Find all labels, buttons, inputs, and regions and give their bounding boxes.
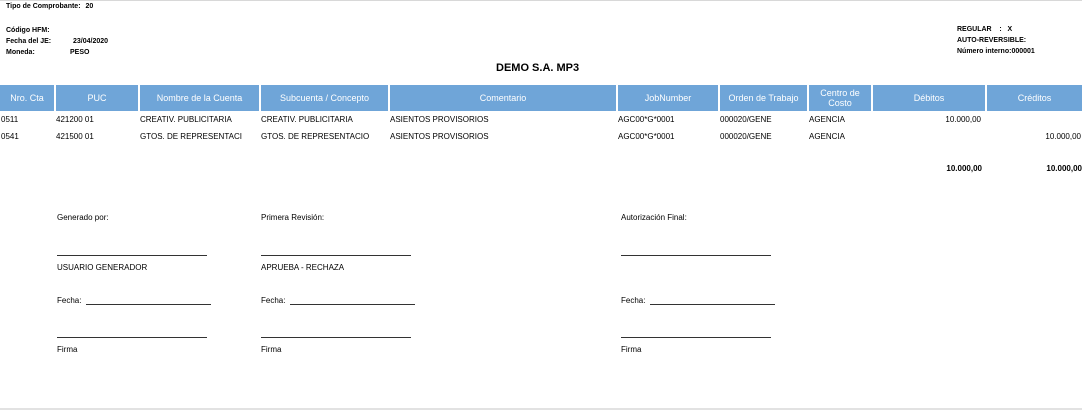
cell-orden-trabajo: 000020/GENE [720,115,772,124]
col-header-subcuenta: Subcuenta / Concepto [260,85,389,111]
table-row [0,128,1082,145]
cell-jobnumber: AGC00*G*0001 [618,115,675,124]
col-header-nombre-cuenta: Nombre de la Cuenta [139,85,260,111]
cell-puc: 421500 01 [56,132,94,141]
total-debitos: 10.000,00 [946,164,982,173]
fecha-revision-label: Fecha: [261,296,286,305]
fecha-autorizacion-label: Fecha: [621,296,646,305]
aprueba-rechaza-label: APRUEBA - RECHAZA [261,263,345,272]
col-header-comentario: Comentario [389,85,617,111]
cell-orden-trabajo: 000020/GENE [720,132,772,141]
col-header-puc: PUC [55,85,139,111]
cell-jobnumber: AGC00*G*0001 [618,132,675,141]
table-row [0,111,1082,128]
fecha-je-value: 23/04/2020 [73,38,109,45]
cell-debitos [872,128,986,145]
primera-revision-label: Primera Revisión: [261,213,325,222]
cell-nombre-cuenta: CREATIV. PUBLICITARIA [140,115,232,124]
cell-debitos: 10.000,00 [945,115,981,124]
numero-interno: Número interno:000001 [957,48,1035,55]
cell-comentario: ASIENTOS PROVISORIOS [390,132,489,141]
firma-generado-line [57,337,207,338]
fecha-generado-label: Fecha: [57,296,82,305]
total-creditos: 10.000,00 [1046,164,1082,173]
autorizacion-signature-line [621,255,771,256]
revision-signature-line [261,255,411,256]
generado-por-label: Generado por: [57,213,109,222]
firma-revision-line [261,337,411,338]
moneda-label: Moneda: [6,49,35,56]
col-header-jobnumber: JobNumber [617,85,719,111]
tipo-comprobante-value: 20 [85,3,94,10]
regular-flag: REGULAR : X [957,26,1013,33]
fecha-je-label: Fecha del JE: [6,38,52,45]
cell-subcuenta: CREATIV. PUBLICITARIA [261,115,353,124]
col-header-centro-costo: Centro de Costo [808,85,872,111]
cell-nro-cta: 0511 [1,115,19,124]
generado-signature-line [57,255,207,256]
col-header-debitos: Débitos [872,85,986,111]
tipo-comprobante [6,3,93,10]
firma-generado-label: Firma [57,345,78,354]
cell-creditos [986,111,1082,128]
firma-autorizacion-line [621,337,771,338]
fecha-revision-line [290,304,415,305]
cell-centro-costo: AGENCIA [809,132,846,141]
cell-comentario: ASIENTOS PROVISORIOS [390,115,489,124]
cell-nombre-cuenta: GTOS. DE REPRESENTACI [140,132,242,141]
moneda-value: PESO [70,49,90,56]
auto-reversible-flag: AUTO-REVERSIBLE: [957,37,1027,44]
cell-centro-costo: AGENCIA [809,115,846,124]
codigo-hfm-label: Código HFM: [6,27,50,34]
cell-subcuenta: GTOS. DE REPRESENTACIO [261,132,370,141]
col-header-orden-trabajo: Orden de Trabajo [719,85,808,111]
col-header-nro-cta: Nro. Cta [0,85,55,111]
cell-creditos: 10.000,00 [1045,132,1081,141]
company-title: DEMO S.A. MP3 [496,62,580,74]
journal-entry-table [0,85,1082,145]
tipo-comprobante-label: Tipo de Comprobante: [6,3,81,10]
autorizacion-final-label: Autorización Final: [621,213,687,222]
table-header-row [0,85,1082,111]
firma-revision-label: Firma [261,345,282,354]
cell-nro-cta: 0541 [1,132,19,141]
fecha-generado-line [86,304,211,305]
usuario-generador-label: USUARIO GENERADOR [57,263,148,272]
cell-puc: 421200 01 [56,115,94,124]
firma-autorizacion-label: Firma [621,345,642,354]
fecha-autorizacion-line [650,304,775,305]
col-header-creditos: Créditos [986,85,1082,111]
top-border [0,0,1082,1]
